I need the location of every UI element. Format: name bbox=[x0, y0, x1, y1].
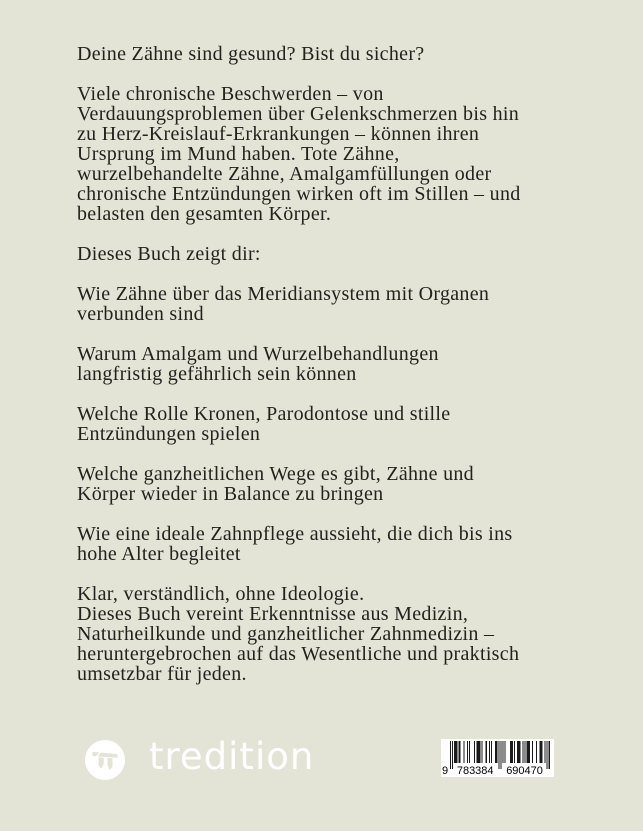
blurb-line: wurzelbehandelte Zähne, Amalgamfüllungen oder bbox=[77, 163, 492, 185]
blurb-line: verbunden sind bbox=[77, 303, 204, 325]
barcode-digits: 783384 bbox=[456, 765, 494, 777]
blurb-line: belasten den gesamten Körper. bbox=[77, 203, 332, 225]
blurb-line: Welche Rolle Kronen, Parodontose und stille bbox=[77, 403, 451, 425]
blurb-paragraph bbox=[77, 244, 587, 264]
back-cover-blurb bbox=[77, 44, 587, 684]
blurb-paragraph bbox=[77, 404, 587, 444]
blurb-paragraph bbox=[77, 344, 587, 384]
blurb-line: chronische Entzündungen wirken oft im Stillen – und bbox=[77, 183, 521, 205]
blurb-line: Deine Zähne sind gesund? Bist du sicher? bbox=[77, 43, 425, 65]
blurb-line: Dieses Buch zeigt dir: bbox=[77, 243, 261, 265]
blurb-paragraph bbox=[77, 84, 587, 224]
barcode-digits: 690470 bbox=[506, 765, 543, 777]
blurb-line: langfristig gefährlich sein können bbox=[77, 363, 357, 385]
blurb-line: Körper wieder in Balance zu bringen bbox=[77, 483, 384, 505]
blurb-line: Verdauungsproblemen über Gelenkschmerzen bis hin bbox=[77, 103, 520, 125]
blurb-line: Welche ganzheitlichen Wege es gibt, Zähne und bbox=[77, 463, 474, 485]
blurb-paragraph bbox=[77, 44, 587, 64]
blurb-paragraph bbox=[77, 284, 587, 324]
blurb-line: Ursprung im Mund haben. Tote Zähne, bbox=[77, 143, 400, 165]
blurb-line: Warum Amalgam und Wurzelbehandlungen bbox=[77, 343, 439, 365]
blurb-line: Wie Zähne über das Meridiansystem mit Organen bbox=[77, 283, 490, 305]
barcode-digits: 9 bbox=[442, 765, 449, 777]
tredition-logo-icon bbox=[85, 740, 125, 780]
blurb-paragraph bbox=[77, 524, 587, 564]
blurb-line: Dieses Buch vereint Erkenntnisse aus Medizin, bbox=[77, 603, 469, 625]
blurb-line: zu Herz-Kreislauf-Erkrankungen – können ihren bbox=[77, 123, 480, 145]
publisher-wordmark: tredition bbox=[149, 735, 315, 778]
blurb-line: Viele chronische Beschwerden – von bbox=[77, 83, 384, 105]
blurb-line: Wie eine ideale Zahnpflege aussieht, die dich bis ins bbox=[77, 523, 513, 545]
isbn-barcode bbox=[441, 739, 554, 777]
blurb-line: Naturheilkunde und ganzheitlicher Zahnmedizin – bbox=[77, 623, 495, 645]
blurb-line: Entzündungen spielen bbox=[77, 423, 261, 445]
blurb-paragraph bbox=[77, 584, 587, 684]
blurb-line: Klar, verständlich, ohne Ideologie. bbox=[77, 583, 365, 605]
blurb-line: umsetzbar für jeden. bbox=[77, 663, 247, 685]
blurb-line: heruntergebrochen auf das Wesentliche und praktisch bbox=[77, 643, 520, 665]
blurb-paragraph bbox=[77, 464, 587, 504]
ean13-bars bbox=[441, 739, 554, 777]
blurb-line: hohe Alter begleitet bbox=[77, 543, 241, 565]
